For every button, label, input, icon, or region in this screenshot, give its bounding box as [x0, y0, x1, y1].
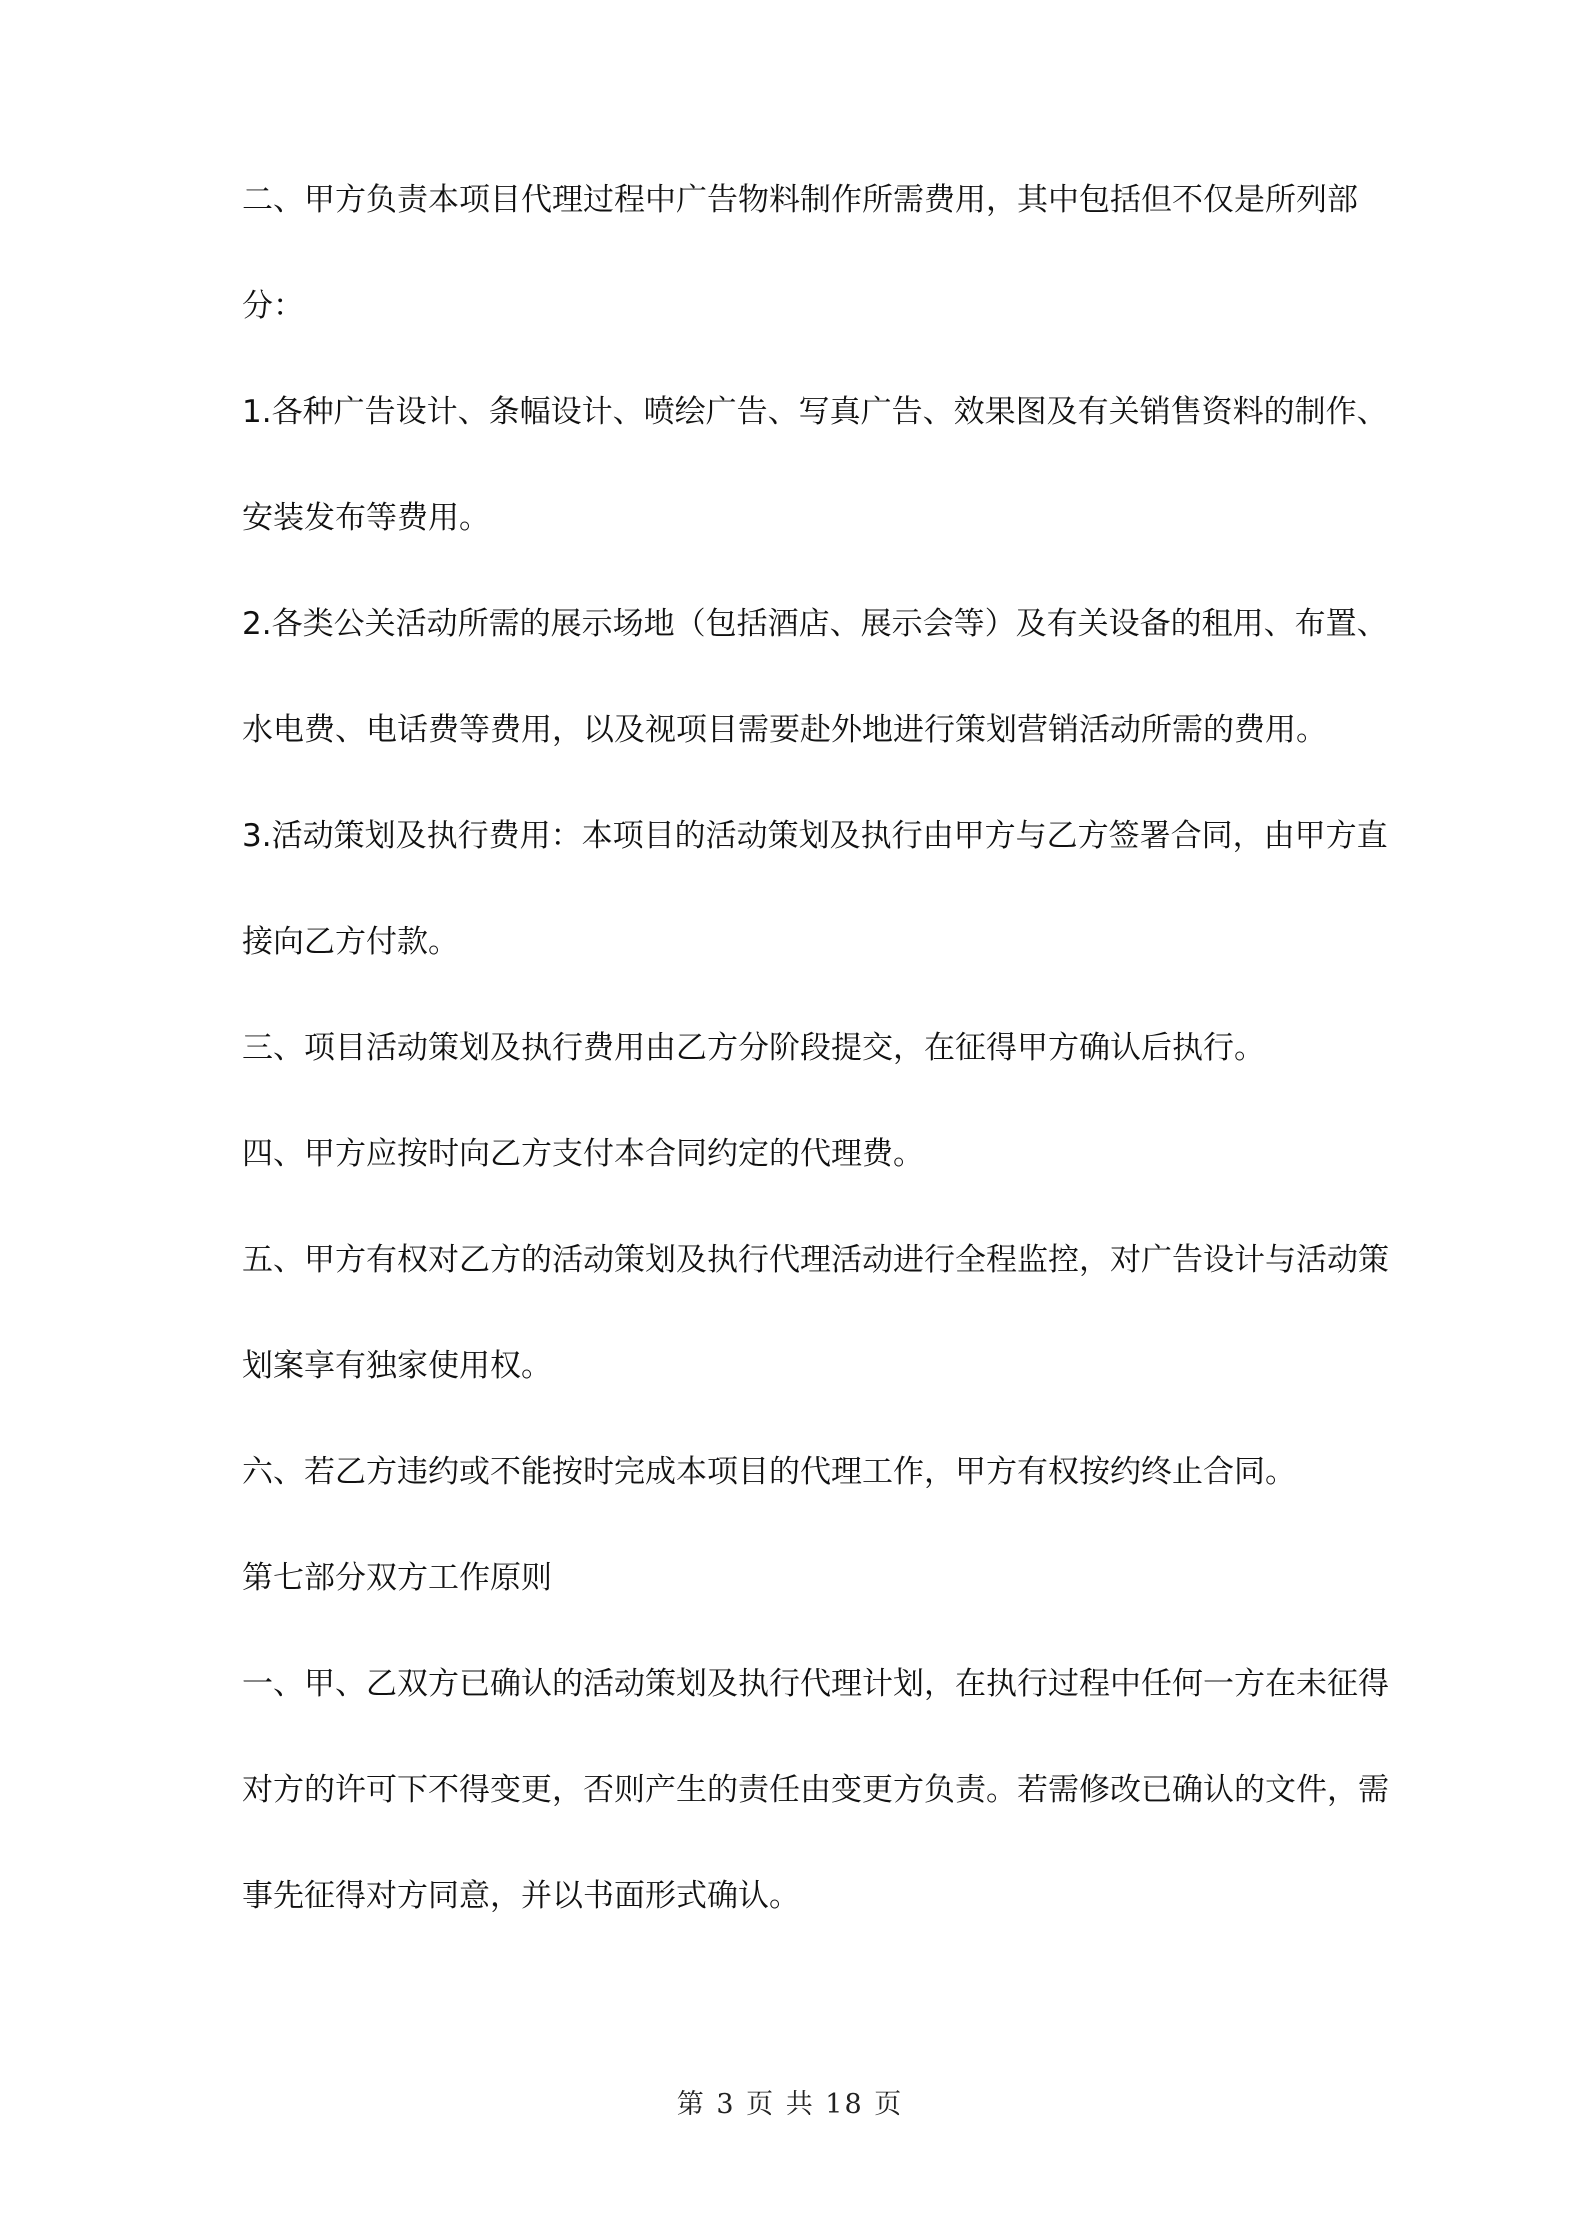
- text-line: 五、甲方有权对乙方的活动策划及执行代理活动进行全程监控，对广告设计与活动策: [242, 1242, 1389, 1278]
- text-line: 分：: [242, 288, 304, 324]
- text-line: 安装发布等费用。: [242, 500, 490, 536]
- document-body: [242, 180, 1389, 1982]
- text-line: 二、甲方负责本项目代理过程中广告物料制作所需费用，其中包括但不仅是所列部: [242, 182, 1358, 218]
- text-line: 接向乙方付款。: [242, 924, 459, 960]
- text-line: 事先征得对方同意，并以书面形式确认。: [242, 1878, 800, 1914]
- section-heading: 第七部分双方工作原则: [242, 1560, 552, 1596]
- text-line: 三、项目活动策划及执行费用由乙方分阶段提交，在征得甲方确认后执行。: [242, 1030, 1265, 1066]
- text-line: 四、甲方应按时向乙方支付本合同约定的代理费。: [242, 1136, 924, 1172]
- text-line: 3.活动策划及执行费用：本项目的活动策划及执行由甲方与乙方签署合同，由甲方直: [242, 818, 1388, 854]
- text-line: 六、若乙方违约或不能按时完成本项目的代理工作，甲方有权按约终止合同。: [242, 1454, 1296, 1490]
- text-line: 对方的许可下不得变更，否则产生的责任由变更方负责。若需修改已确认的文件，需: [242, 1772, 1389, 1808]
- page-number-footer: 第 3 页 共 18 页: [676, 2089, 904, 2120]
- text-line: 一、甲、乙双方已确认的活动策划及执行代理计划，在执行过程中任何一方在未征得: [242, 1666, 1389, 1702]
- text-line: 1.各种广告设计、条幅设计、喷绘广告、写真广告、效果图及有关销售资料的制作、: [242, 394, 1388, 430]
- text-line: 划案享有独家使用权。: [242, 1348, 552, 1384]
- text-line: 水电费、电话费等费用，以及视项目需要赴外地进行策划营销活动所需的费用。: [242, 712, 1327, 748]
- text-line: 2.各类公关活动所需的展示场地（包括酒店、展示会等）及有关设备的租用、布置、: [242, 606, 1388, 642]
